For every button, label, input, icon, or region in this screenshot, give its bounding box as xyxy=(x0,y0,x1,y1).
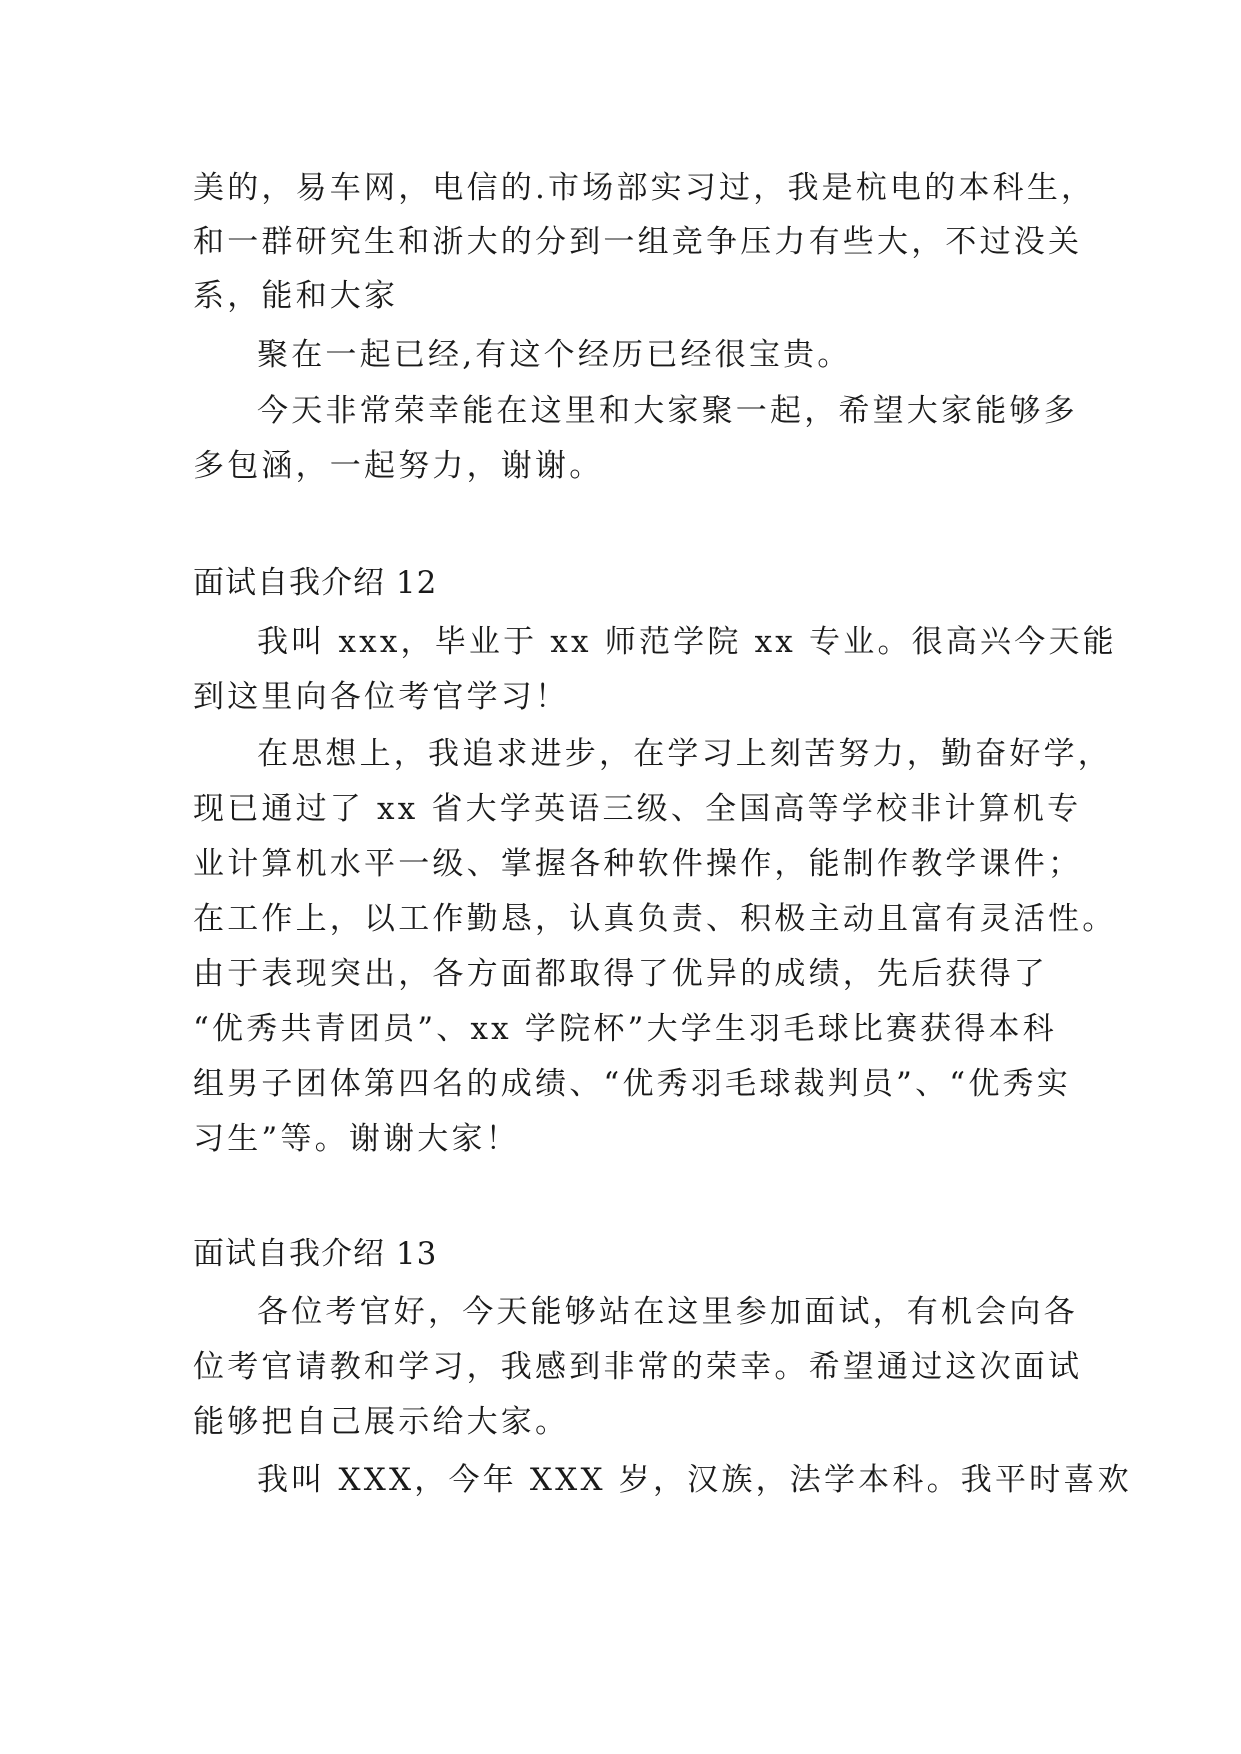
paragraph-line: 美的，易车网，电信的.市场部实习过，我是杭电的本科生， xyxy=(193,170,1096,206)
paragraph-line: 到这里向各位考官学习！ xyxy=(193,679,570,715)
paragraph-line: 系，能和大家 xyxy=(193,278,399,314)
section-heading: 面试自我介绍 12 xyxy=(193,565,438,601)
paragraph-line: 各位考官好，今天能够站在这里参加面试，有机会向各 xyxy=(257,1294,1078,1330)
paragraph-line: 能够把自己展示给大家。 xyxy=(193,1404,570,1440)
paragraph-line: 在工作上，以工作勤恳，认真负责、积极主动且富有灵活性。 xyxy=(193,901,1117,937)
paragraph-line: 组男子团体第四名的成绩、“优秀羽毛球裁判员”、“优秀实 xyxy=(193,1066,1071,1102)
paragraph-line: 业计算机水平一级、掌握各种软件操作，能制作教学课件； xyxy=(193,846,1083,882)
paragraph-line: 由于表现突出，各方面都取得了优异的成绩，先后获得了 xyxy=(193,956,1048,992)
paragraph-line: “优秀共青团员”、xx 学院杯”大学生羽毛球比赛获得本科 xyxy=(193,1011,1057,1047)
paragraph-line: 和一群研究生和浙大的分到一组竞争压力有些大，不过没关 xyxy=(193,224,1083,260)
paragraph-line: 我叫 XXX，今年 XXX 岁，汉族，法学本科。我平时喜欢 xyxy=(257,1462,1132,1498)
section-heading: 面试自我介绍 13 xyxy=(193,1236,438,1272)
paragraph-line: 聚在一起已经,有这个经历已经很宝贵。 xyxy=(257,337,852,373)
paragraph-line: 今天非常荣幸能在这里和大家聚一起，希望大家能够多 xyxy=(257,393,1078,429)
paragraph-line: 位考官请教和学习，我感到非常的荣幸。希望通过这次面试 xyxy=(193,1349,1083,1385)
paragraph-line: 习生”等。谢谢大家！ xyxy=(193,1121,520,1157)
paragraph-line: 现已通过了 xx 省大学英语三级、全国高等学校非计算机专 xyxy=(193,791,1082,827)
paragraph-line: 我叫 xxx，毕业于 xx 师范学院 xx 专业。很高兴今天能 xyxy=(257,624,1117,660)
paragraph-line: 在思想上，我追求进步，在学习上刻苦努力，勤奋好学， xyxy=(257,736,1112,772)
paragraph-line: 多包涵，一起努力，谢谢。 xyxy=(193,448,604,484)
